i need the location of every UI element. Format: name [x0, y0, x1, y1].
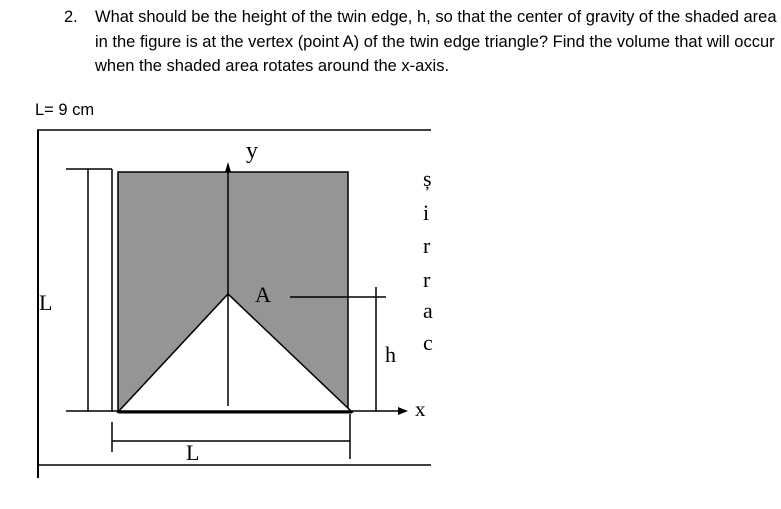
h-label: h	[385, 342, 396, 367]
side-text-char: a	[423, 298, 433, 323]
side-text-char: ș	[423, 166, 432, 191]
y-axis-label: y	[246, 138, 258, 164]
x-axis-arrow	[398, 407, 408, 415]
y-axis-arrow	[225, 162, 231, 172]
side-text-char: i	[423, 200, 430, 225]
question-number: 2.	[64, 8, 78, 26]
given-length: L= 9 cm	[35, 101, 95, 119]
bottom-l-label: L	[186, 440, 200, 465]
side-text-char: r	[423, 233, 431, 258]
x-axis-label: x	[415, 397, 426, 421]
left-l-label: L	[39, 290, 53, 315]
question-text: What should be the height of the twin edge, h, so that the center of gravity of the shaded area in the figure is at the vertex (point A) of the twin edge triangle? Find the volume that will occur when the shaded area rotates around the x-axis.	[95, 8, 777, 75]
side-text-char: r	[423, 267, 431, 292]
side-text-char: c	[423, 330, 433, 355]
vertex-a-label: A	[255, 282, 271, 307]
